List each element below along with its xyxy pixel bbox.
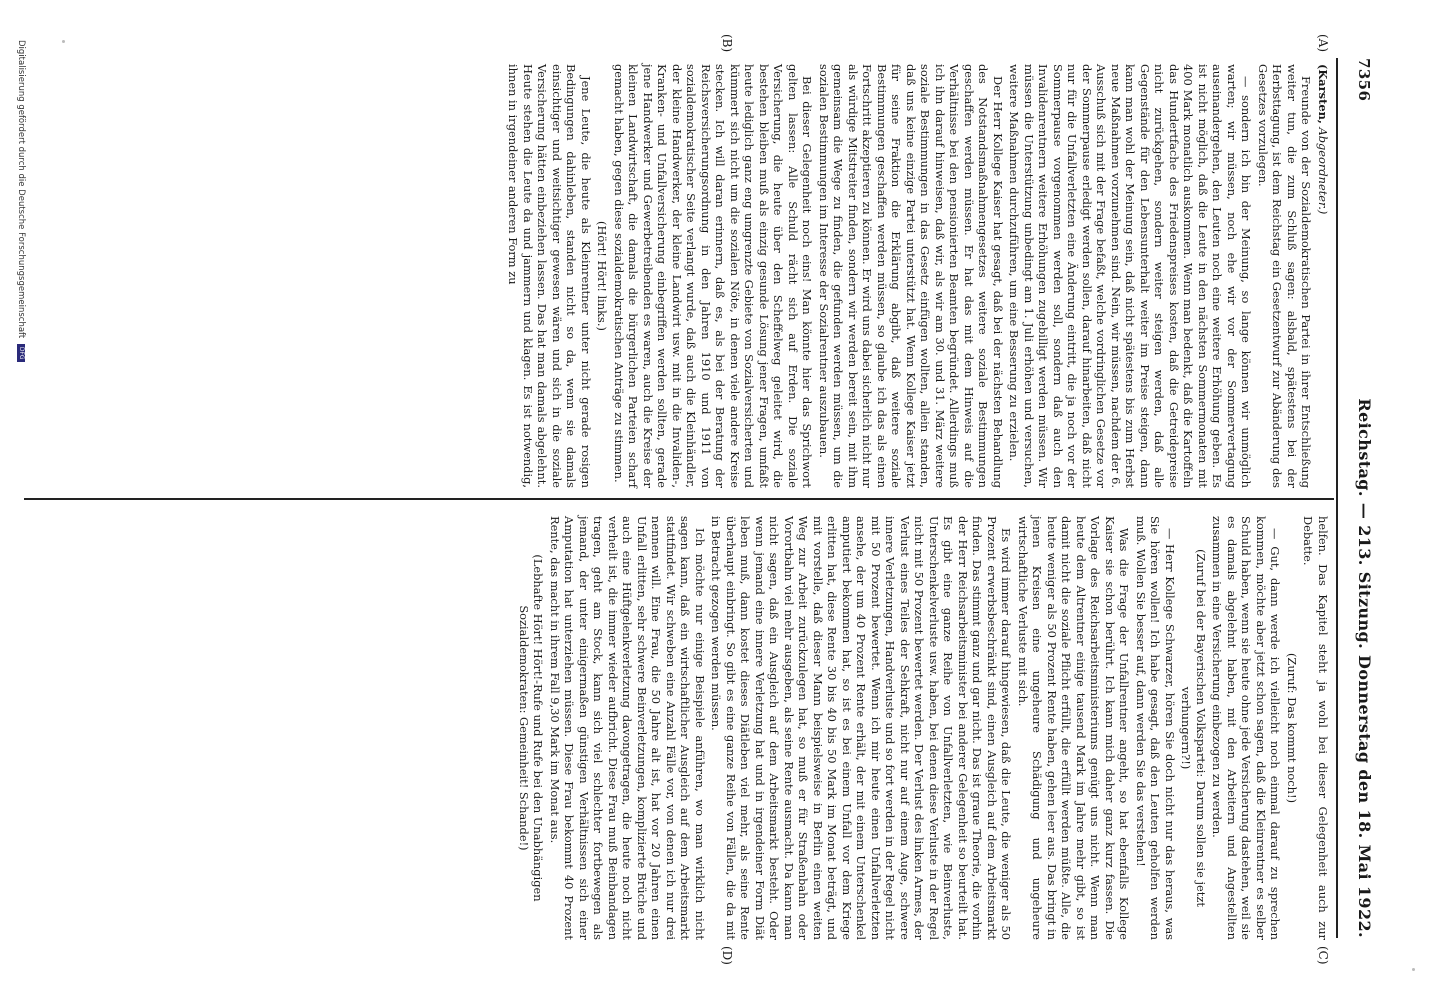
paragraph: Freunde von der Sozialdemokratischen Partei in ihrer Entschließung weiter tun, die zum Schluß sagen: alsbald, spätestens bei der Herbsttagung, ist dem Reichstag ein Gesetzentwurf zur Abänderung des Gesetzes vorzulegen. (1256, 64, 1314, 488)
column-divider (24, 498, 1334, 500)
page-number: 7356 (1355, 58, 1373, 102)
paragraph: Bei dieser Gelegenheit noch eins! Man könnte hier das Sprichwort gelten lassen: Alle Schuld rächt sich auf Erden. Die soziale Versicherung, die heute über den Scheffelweg geleitet wird, die bestehen bleiben muß als einzig gesunde Lösung jener Fragen, umfaßt heute lediglich ganz eng umgrenzte Gebiete von Sozialversicherten und kümmert sich nicht um die sozialen Nöte, in denen viele andere Kreise stecken. Ich will daran erinnern, daß es, als bei der Beratung der Reichsversicherungsordnung in den Jahren 1910 und 1911 von sozialdemokratischer Seite verlangt wurde, daß auch die Kleinhändler, der kleine Handwerker, der kleine Landwirt usw. mit in die Invaliden-, Kranken- und Unfallversicherung einbegriffen werden sollten, gerade jene Handwerker und Gewerbetreibenden es waren, auch die Kreise der kleinen Landwirtschaft, die damals die bürgerlichen Parteien scharf gemacht haben, gegen diese sozialdemokratischen Anträge zu stimmen. (612, 64, 815, 488)
paragraph: Ich möchte nur einige Beispiele anführen, wo man wirklich nicht sagen kann, daß ein wirtschaftlicher Ausgleich auf dem Arbeitsmarkt stattfindet. Wir schweben eine Anzahl Fälle vor, von denen ich nur drei nennen will. Eine Frau, die 50 Jahre alt ist, hat vor 20 Jahren einen Unfall erlitten, sehr schwere Beinverletzungen, komplizierte Brüche und auch eine Hüftgelenkverletzung davongetragen, die heute noch nicht verheilt ist, die immer wieder aufbricht. Diese Frau muß Beinbandagen tragen, geht am Stock, kann sich viel schlechter fortbewegen als jemand, der unter einigermaßen günstigen Verhältnissen sich einer Amputation hat unterziehen müssen. Diese Frau bekommt 40 Prozent Rente, das macht in ihrem Fall 9,30 Mark im Monat aus. (548, 516, 707, 940)
speaker-role: Abgeordneter.) (1316, 127, 1330, 215)
interjection: (Hört! Hört! links.) (595, 221, 610, 331)
paragraph: Jene Leute, die heute als Kleinrentner unter nicht gerade rosigen Bedingungen dahinleben, standen nicht so da, wenn sie damals einsichtiger und weitsichtiger gewesen wären und sich in die soziale Versicherung hätten einbeziehen lassen. Das hat man damals abgelehnt. Heute stehen die Leute da und jammern und klagen. Es ist notwendig, ihnen in irgendeiner anderen Form zu (506, 64, 593, 488)
interjection: (Zuruf bei der Bayerischen Volkspartei: Darum sollen sie jetzt verhungern?!) (1179, 549, 1208, 907)
speaker-line (1316, 64, 1331, 488)
left-column (504, 64, 1330, 488)
speaker-name: (Karsten, (1316, 64, 1330, 124)
footer-text: Digitalisierung gefördert durch die Deutsche Forschungsgemeinschaft (16, 40, 26, 339)
interjection: (Lebhafte Hört! Hört!-Rufe und Rufe bei den Unabhängigen Sozialdemokraten: Gemeinheit! Schande!) (517, 554, 546, 902)
paragraph: Der Herr Kollege Kaiser hat gesagt, daß bei der nächsten Behandlung des Notstandsmaßnahmengesetzes weitere soziale Bestimmungen geschaffen werden müssen. Er hat das mit dem Hinweis auf die Verhältnisse bei den pensionierten Beamten begründet. Allerdings muß ich ihn darauf hinweisen, daß wir, als wir am 30. und 31. März weitere soziale Bestimmungen in das Gesetz einfügen wollten, allein standen, daß uns keine einzige Partei unterstützt hat. Wenn Kollege Kaiser jetzt für seine Fraktion die Erklärung abgibt, daß weitere soziale Bestimmungen geschaffen werden müssen, so glaube ich das als einen Fortschritt akzeptieren zu können. Er wird uns dabei sicherlich nicht nur als würdige Mitstreiter finden, sondern wir werden bereit sein, mit ihm gemeinsam die Wege zu finden, die gefunden werden müssen, um die sozialen Bestimmungen im Interesse der Sozialrentner auszubauen. (817, 64, 1005, 488)
page-title: Reichstag. — 213. Sitzung. Donnerstag den 18. Mai 1922. (1355, 398, 1374, 938)
paragraph: — sondern ich bin der Meinung, so lange können wir unmöglich warten; wir müssen, noch ehe wir vor der Sommervertagung auseinandergehen, den Leuten noch eine weitere Erhöhung geben. Es ist nicht möglich, daß die Leute in den nächsten Sommermonaten mit 400 Mark monatlich auskommen. Wenn man bedenkt, daß die Kartoffeln das Hundertfache des Friedenspreises kosten, daß die Getreidepreise nicht zurückgehen, sondern weiter steigen werden, daß alle Gegenstände für den Lebensunterhalt weiter im Preise steigen, dann kann man wohl der Meinung sein, daß nicht spätestens bis zum Herbst neue Maßnahmen vorzunehmen sind. Nein, wir müssen, nachdem der 6. Ausschuß sich mit der Frage befaßt, welche vordringlichen Gesetze vor der Sommerpause erledigt werden sollen, darauf hinarbeiten, daß nicht nur für die Unfallverletzten eine Änderung eintritt, die ja noch vor der Sommerpause vorgenommen werden soll, sondern daß auch den Invalidenrentnern weitere Erhöhungen zugebilligt werden müssen. Wir müssen die Unterstützung unbedingt am 1. Juli erhöhen und versuchen, weitere Maßnahmen durchzuführen, um eine Besserung zu erzielen. (1007, 64, 1254, 488)
paragraph: helfen. Das Kapitel steht ja wohl bei dieser Gelegenheit auch zur Debatte. (1301, 516, 1330, 940)
dfg-logo: DFG (17, 344, 25, 362)
margin-marker-c: (C) (1316, 946, 1330, 965)
paragraph: Was die Frage der Unfallrentner angeht, so hat ebenfalls Kollege Kaiser sie schon berührt. Ich kann mich daher ganz kurz fassen. Die Vorlage des Reichsarbeitsministeriums genügt uns nicht. Wenn man heute dem Altrentner einige tausend Mark im Jahre mehr gibt, so ist damit nicht die soziale Pflicht erfüllt, die erfüllt werden müßte. Alle, die heute weniger als 50 Prozent Rente haben, gehen leer aus. Das bringt in jenen Kreisen eine ungeheure Schädigung und ungeheure wirtschaftliche Verluste mit sich. (1016, 516, 1132, 940)
paragraph: — Gut, dann werde ich vielleicht noch einmal darauf zu sprechen kommen, möchte aber jetzt schon sagen, daß die Kleinrentner es selber Schuld haben, wenn sie heute ohne jede Versicherung dastehen, weil sie es damals abgelehnt haben, mit den Arbeitern und Angestellten zusammen in eine Versicherung einbezogen zu werden. (1210, 516, 1283, 940)
margin-marker-a: (A) (1316, 34, 1330, 53)
margin-marker-b: (B) (720, 34, 734, 53)
right-column (515, 516, 1331, 940)
digitization-footer (16, 40, 26, 980)
page-header (1344, 58, 1374, 938)
margin-marker-d: (D) (720, 946, 734, 965)
paragraph: — Herr Kollege Schwarzer, hören Sie doch nicht nur das heraus, was Sie hören wollen! Ich habe gesagt, daß den Leuten geholfen werden muß. Wollen Sie besser auf, dann werden Sie das verstehen! (1134, 516, 1177, 940)
header-rule (1336, 58, 1338, 938)
paragraph: Es wird immer darauf hingewiesen, daß die Leute, die weniger als 50 Prozent erwerbsbeschränkt sind, einen Ausgleich auf dem Arbeitsmarkt finden. Das stimmt ganz und gar nicht. Das ist graue Theorie, die vorhin der Herr Reichsarbeitsminister bei anderer Gelegenheit so beurteilt hat. Es gibt eine ganze Reihe von Unfallverletzten, wie Beinverluste, Unterschenkelverluste usw. haben, bei denen diese Verluste in der Regel nicht mit 50 Prozent bewertet werden. Der Verlust des linken Armes, der Verlust eines Teiles der Sehkraft, nicht nur auf einem Auge, schwere innere Verletzungen, Handverluste und so fort werden in der Regel nicht mit 50 Prozent bewertet. Wenn ich mir heute einen Unfallverletzten ansehe, der um 40 Prozent Rente erhält, der mit einem Unterschenkel amputiert bekommen hat, so ist es bei einem Unfall vor dem Kriege erlitten hat, diese Rente 30 bis 40 bis 50 Mark im Monat beträgt, und mit vorstelle, daß dieser Mann beispielsweise in Berlin einen weiten Weg zur Arbeit zurückzulegen hat, so muß er für Straßenbahn oder Vorortbahn viel mehr ausgeben, als seine Rente ausmacht. Da kann man nicht sagen, daß ein Ausgleich auf dem Arbeitsmarkt besteht. Oder wenn jemand eine innere Verletzung hat und in irgendeiner Form Diät leben muß, dann kostet dieses Diätleben viel mehr, als seine Rente überhaupt einbringt. So gibt es eine ganze Reihe von Fällen, die da mit in Betracht gezogen werden müssen. (709, 516, 1014, 940)
interjection: (Zuruf: Das kommt noch!) (1285, 652, 1299, 804)
